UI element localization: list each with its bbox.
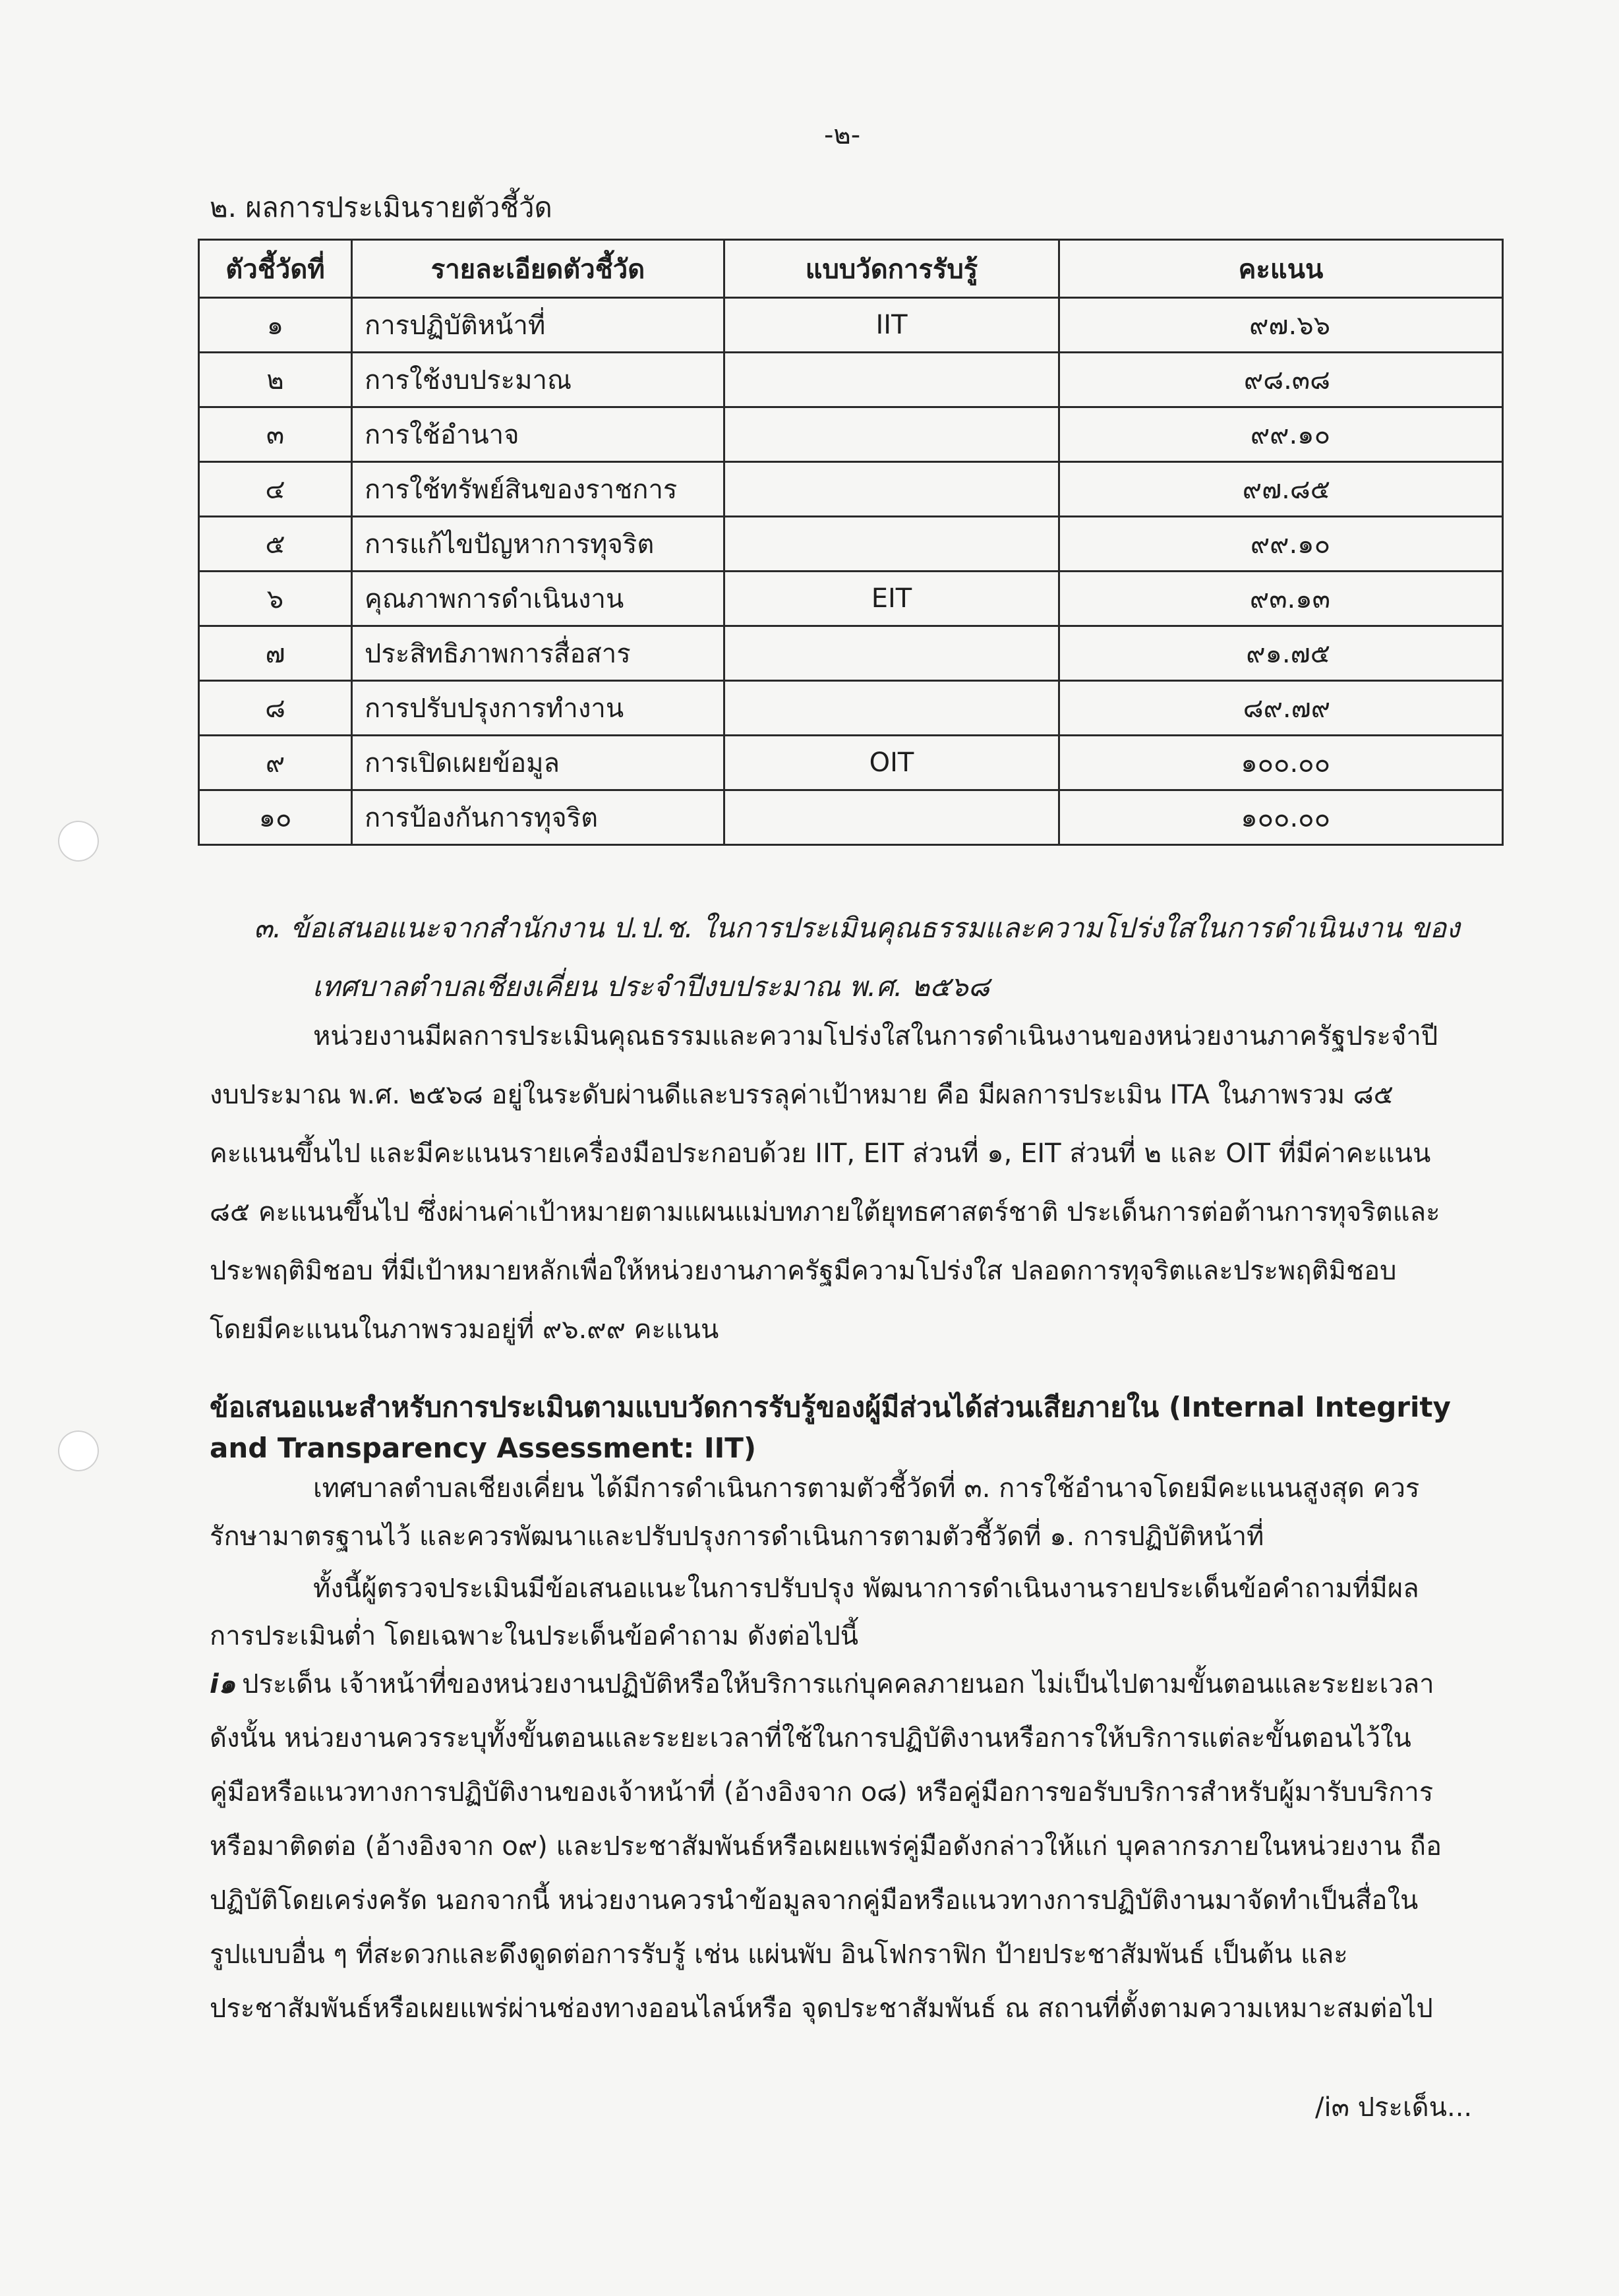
paragraph-line: รูปแบบอื่น ๆ ที่สะดวกและดึงดูดต่อการรับรู้ เช่น แผ่นพับ อินโฟกราฟิก ป้ายประชาสัมพันธ์ เป็นต้น และ [210,1939,1348,1970]
cell-tool [724,517,1059,572]
table-row [199,517,1503,572]
indicator-score-table [198,239,1504,846]
cell-score: ๘๙.๗๙ [1059,681,1503,736]
paragraph-line: คะแนนขึ้นไป และมีคะแนนรายเครื่องมือประกอบด้วย IIT, EIT ส่วนที่ ๑, EIT ส่วนที่ ๒ และ OIT ที่มีค่าคะแนน [210,1138,1431,1169]
cell-indicator-no: ๔ [199,462,352,517]
cell-indicator-no: ๗ [199,626,352,681]
paragraph-line: ประพฤติมิชอบ ที่มีเป้าหมายหลักเพื่อให้หน่วยงานภาครัฐมีความโปร่งใส ปลอดการทุจริตและประพฤติมิชอบ [210,1256,1397,1286]
cell-indicator-no: ๖ [199,572,352,626]
paragraph-line: หรือมาติดต่อ (อ้างอิงจาก o๙) และประชาสัมพันธ์หรือเผยแพร่คู่มือดังกล่าวให้แก่ บุคลากรภายในหน่วยงาน ถือ [210,1831,1442,1862]
cell-tool [724,462,1059,517]
cell-tool: IIT [724,298,1059,353]
cell-tool: EIT [724,572,1059,626]
cell-indicator-no: ๑ [199,298,352,353]
column-header-detail: รายละเอียดตัวชี้วัด [352,240,724,298]
cell-score: ๙๑.๗๕ [1059,626,1503,681]
paragraph-line: หน่วยงานมีผลการประเมินคุณธรรมและความโปร่งใสในการดำเนินงานของหน่วยงานภาครัฐประจำปี [313,1021,1438,1051]
section-3-heading-line-2: เทศบาลตำบลเชียงเคี่ยน ประจำปีงบประมาณ พ.ศ. ๒๕๖๘ [312,970,990,1003]
paragraph-line: การประเมินต่ำ โดยเฉพาะในประเด็นข้อคำถาม ดังต่อไปนี้ [210,1621,859,1651]
paragraph-line: ประชาสัมพันธ์หรือเผยแพร่ผ่านช่องทางออนไลน์หรือ จุดประชาสัมพันธ์ ณ สถานที่ตั้งตามความเหมาะสมต่อไป [210,1993,1433,2024]
cell-detail: ประสิทธิภาพการสื่อสาร [352,626,724,681]
cell-tool: OIT [724,736,1059,790]
iit-paragraph-1 [210,1465,1487,1561]
table-row [199,298,1503,353]
cell-detail: การเปิดเผยข้อมูล [352,736,724,790]
punch-hole-bottom [58,1430,99,1471]
table-row [199,407,1503,462]
table-row [199,790,1503,845]
paragraph-line: โดยมีคะแนนในภาพรวมอยู่ที่ ๙๖.๙๙ คะแนน [210,1314,719,1345]
cell-score: ๙๗.๖๖ [1059,298,1503,353]
cell-tool [724,681,1059,736]
paragraph-line: ประเด็น เจ้าหน้าที่ของหน่วยงานปฏิบัติหรือให้บริการแก่บุคคลภายนอก ไม่เป็นไปตามขั้นตอนและระยะเวลา [242,1669,1434,1699]
cell-score: ๙๙.๑๐ [1059,407,1503,462]
cell-tool [724,790,1059,845]
paragraph-line: งบประมาณ พ.ศ. ๒๕๖๘ อยู่ในระดับผ่านดีและบรรลุค่าเป้าหมาย คือ มีผลการประเมิน ITA ในภาพรวม ๘๕ [210,1080,1394,1110]
section-3-paragraph [210,1007,1487,1359]
cell-tool [724,353,1059,407]
cell-indicator-no: ๓ [199,407,352,462]
cell-detail: การปรับปรุงการทำงาน [352,681,724,736]
paragraph-line: ดังนั้น หน่วยงานควรระบุทั้งขั้นตอนและระยะเวลาที่ใช้ในการปฏิบัติงานหรือการให้บริการแต่ละขั้นตอนไว้ใน [210,1723,1411,1753]
cell-tool [724,626,1059,681]
cell-detail: การแก้ไขปัญหาการทุจริต [352,517,724,572]
table-row [199,353,1503,407]
cell-score: ๙๗.๘๕ [1059,462,1503,517]
paragraph-line: เทศบาลตำบลเชียงเคี่ยน ได้มีการดำเนินการตามตัวชี้วัดที่ ๓. การใช้อำนาจโดยมีคะแนนสูงสุด ควร [313,1473,1420,1504]
continuation-footer: /i๓ ประเด็น... [1315,2092,1473,2123]
cell-detail: การใช้อำนาจ [352,407,724,462]
paragraph-line: ปฏิบัติโดยเคร่งครัด นอกจากนี้ หน่วยงานควรนำข้อมูลจากคู่มือหรือแนวทางการปฏิบัติงานมาจัดทำเป็นสื่อใน [210,1885,1419,1916]
cell-score: ๑๐๐.๐๐ [1059,736,1503,790]
table-row [199,572,1503,626]
punch-hole-top [58,821,99,862]
iit-heading-line-2: and Transparency Assessment: IIT) [210,1432,757,1464]
table-row [199,681,1503,736]
cell-score: ๙๙.๑๐ [1059,517,1503,572]
cell-tool [724,407,1059,462]
cell-indicator-no: ๕ [199,517,352,572]
cell-detail: คุณภาพการดำเนินงาน [352,572,724,626]
cell-detail: การป้องกันการทุจริต [352,790,724,845]
table-row [199,736,1503,790]
cell-score: ๑๐๐.๐๐ [1059,790,1503,845]
paragraph-line: รักษามาตรฐานไว้ และควรพัฒนาและปรับปรุงการดำเนินการตามตัวชี้วัดที่ ๑. การปฏิบัติหน้าที่ [210,1521,1264,1552]
cell-indicator-no: ๒ [199,353,352,407]
cell-indicator-no: ๙ [199,736,352,790]
item-marker: i๑ [210,1669,236,1699]
table-header-row [199,240,1503,298]
table-row [199,626,1503,681]
column-header-score: คะแนน [1059,240,1503,298]
column-header-indicator-no: ตัวชี้วัดที่ [199,240,352,298]
cell-detail: การใช้ทรัพย์สินของราชการ [352,462,724,517]
paragraph-line: ๘๕ คะแนนขึ้นไป ซึ่งผ่านค่าเป้าหมายตามแผนแม่บทภายใต้ยุทธศาสตร์ชาติ ประเด็นการต่อต้านการทุจริตและ [210,1197,1440,1227]
iit-item-1 [210,1657,1487,2036]
cell-score: ๙๓.๑๓ [1059,572,1503,626]
item-first-line [210,1657,1487,1711]
cell-detail: การใช้งบประมาณ [352,353,724,407]
iit-paragraph-2 [210,1565,1487,1660]
cell-score: ๙๘.๓๘ [1059,353,1503,407]
cell-indicator-no: ๘ [199,681,352,736]
table-row [199,462,1503,517]
page-number: -๒- [824,120,861,150]
section-3-heading-line-1: ๓. ข้อเสนอแนะจากสำนักงาน ป.ป.ช. ในการประเมินคุณธรรมและความโปร่งใสในการดำเนินงาน ของ [254,912,1460,944]
cell-indicator-no: ๑๐ [199,790,352,845]
iit-heading-line-1: ข้อเสนอแนะสำหรับการประเมินตามแบบวัดการรับรู้ของผู้มีส่วนได้ส่วนเสียภายใน (Internal Integrity [210,1391,1451,1423]
cell-detail: การปฏิบัติหน้าที่ [352,298,724,353]
paragraph-line: คู่มือหรือแนวทางการปฏิบัติงานของเจ้าหน้าที่ (อ้างอิงจาก o๘) หรือคู่มือการขอรับบริการสำหรับผู้มารับบริการ [210,1777,1434,1808]
column-header-tool: แบบวัดการรับรู้ [724,240,1059,298]
section-2-heading: ๒. ผลการประเมินรายตัวชี้วัด [210,191,552,223]
paragraph-line: ทั้งนี้ผู้ตรวจประเมินมีข้อเสนอแนะในการปรับปรุง พัฒนาการดำเนินงานรายประเด็นข้อคำถามที่มีผล [313,1574,1419,1604]
